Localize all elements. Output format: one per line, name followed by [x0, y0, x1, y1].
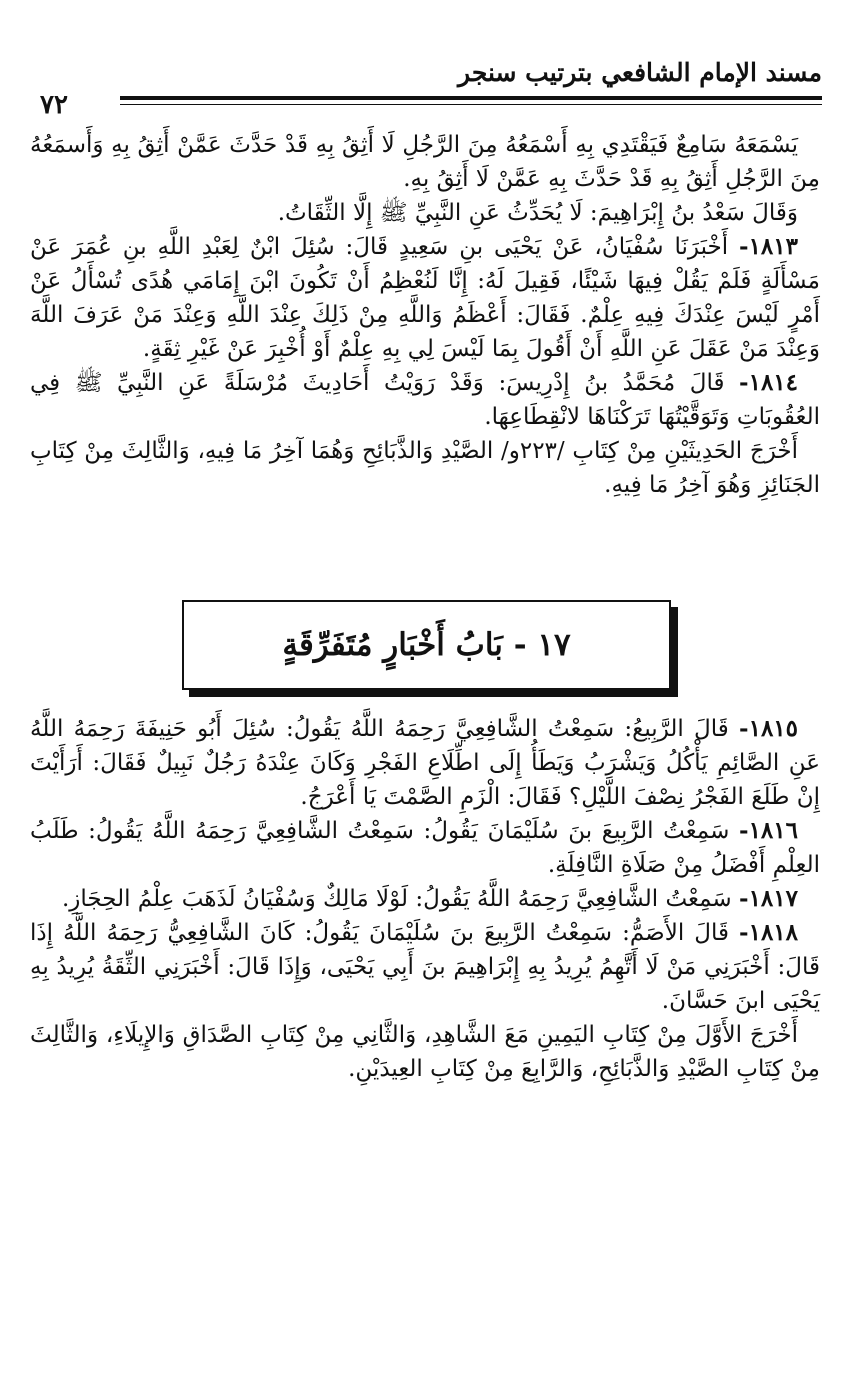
- header-rule-thick: [120, 96, 822, 100]
- paragraph-text: يَسْمَعَهُ سَامِعٌ فَيَقْتَدِي بِهِ أَسْمَعُهُ مِنَ الرَّجُلِ لَا أَثِقُ بِهِ قَدْ حَدَّثَ عَمَّنْ أَثِقُ بِهِ وَأَسمَعُهُ مِنَ الرَّجُلِ أَثِقُ بِهِ قَدْ حَدَّثَ بِهِ عَمَّنْ لَا أَثِقُ بِهِ.: [30, 132, 820, 192]
- paragraph: [30, 434, 820, 502]
- paragraph-text: أَخْرَجَ الحَدِيثَيْنِ مِنْ كِتَابِ /٢٢٣و/ الصَّيْدِ وَالذَّبَائِحِ وَهُمَا آخِرُ مَا فِيهِ، وَالثَّالِثَ مِنْ كِتَابِ الجَنَائِزِ وَهُوَ آخِرُ مَا فِيهِ.: [30, 438, 820, 498]
- paragraph-text: قَالَ الأَصَمُّ: سَمِعْتُ الرَّبِيعَ بنَ سُلَيْمَانَ يَقُولُ: كَانَ الشَّافِعِيُّ رَحِمَهُ اللَّهُ إِذَا قَالَ: أَخْبَرَنِي مَنْ لَا أَتَّهِمُ يُرِيدُ بِهِ إِبْرَاهِيمَ بنَ أَبِي يَحْيَى، وَإِذَا قَالَ: أَخْبَرَنِي الثِّقَةُ يُرِيدُ بِهِ يَحْيَى ابنَ حَسَّانَ.: [30, 920, 820, 1014]
- hadith-number: ١٨١٣-: [739, 233, 798, 260]
- paragraph: [30, 128, 820, 196]
- paragraph-text: سَمِعْتُ الرَّبِيعَ بنَ سُلَيْمَانَ يَقُولُ: سَمِعْتُ الشَّافِعِيَّ رَحِمَهُ اللَّهُ يَقُولُ: طَلَبُ العِلْمِ أَفْضَلُ مِنْ صَلَاةِ النَّافِلَةِ.: [30, 818, 820, 878]
- paragraph-text: سَمِعْتُ الشَّافِعِيَّ رَحِمَهُ اللَّهُ يَقُولُ: لَوْلَا مَالِكٌ وَسُفْيَانُ لَذَهَبَ عِلْمُ الحِجَازِ.: [61, 886, 732, 912]
- paragraph: [30, 814, 820, 882]
- hadith-number: ١٨١٤-: [739, 369, 799, 396]
- chapter-title: ١٧ - بَابُ أَخْبَارٍ مُتَفَرِّقَةٍ: [282, 627, 571, 663]
- hadith-number: ١٨١٦-: [739, 817, 798, 844]
- text-block-before-chapter: [30, 128, 820, 502]
- paragraph-text: قَالَ مُحَمَّدُ بنُ إِدْرِيسَ: وَقَدْ رَوَيْتُ أَحَادِيثَ مُرْسَلَةً عَنِ النَّبِيِّ ﷺ فِي العُقُوبَاتِ وَتَوَقَّيْتُهَا تَرَكْنَاهَا لانْقِطَاعِهَا.: [30, 370, 820, 430]
- paragraph-text: قَالَ الرَّبِيعُ: سَمِعْتُ الشَّافِعِيَّ رَحِمَهُ اللَّهُ يَقُولُ: سُئِلَ أَبُو حَنِيفَةَ رَحِمَهُ اللَّهُ عَنِ الصَّائِمِ يَأْكُلُ وَيَشْرَبُ وَيَطَأُ إِلَى اطِّلَاعِ الفَجْرِ وَكَانَ عِنْدَهُ رَجُلٌ نَبِيلٌ فَقَالَ: أَرَأَيْتَ إِنْ طَلَعَ الفَجْرُ نِصْفَ اللَّيْلِ؟ فَقَالَ: الْزَمِ الصَّمْتَ يَا أَعْرَجُ.: [30, 716, 820, 810]
- paragraph: [30, 916, 820, 1018]
- paragraph: [30, 196, 820, 230]
- paragraph: [30, 366, 820, 434]
- hadith-number: ١٨١٨-: [739, 919, 799, 946]
- paragraph-text: أَخْبَرَنَا سُفْيَانُ، عَنْ يَحْيَى بنِ سَعِيدٍ قَالَ: سُئِلَ ابْنٌ لِعَبْدِ اللَّهِ بنِ عُمَرَ عَنْ مَسْأَلَةٍ فَلَمْ يَقُلْ فِيهَا شَيْئًا، فَقِيلَ لَهُ: إِنَّا لَنُعْظِمُ أَنْ تَكُونَ ابْنَ إِمَامَي هُدًى تُسْأَلُ عَنْ أَمْرٍ لَيْسَ عِنْدَكَ فِيهِ عِلْمٌ. فَقَالَ: أَعْظَمُ وَاللَّهِ مِنْ ذَلِكَ عِنْدَ اللَّهِ وَعِنْدَ مَنْ عَرَفَ اللَّهَ وَعِنْدَ مَنْ عَقَلَ عَنِ اللَّهِ أَنْ أَقُولَ بِمَا لَيْسَ لِي بِهِ عِلْمٌ أَوْ أُخْبِرَ عَنْ غَيْرِ ثِقَةٍ.: [30, 234, 820, 362]
- paragraph: [30, 882, 820, 916]
- page-number: ٧٢: [40, 90, 68, 120]
- hadith-number: ١٨١٥-: [739, 715, 799, 742]
- paragraph-text: وَقَالَ سَعْدُ بنُ إِبْرَاهِيمَ: لَا يُحَدِّثُ عَنِ النَّبِيِّ ﷺ إِلَّا الثِّقَاتُ.: [277, 200, 798, 226]
- paragraph: [30, 712, 820, 814]
- running-title: مسند الإمام الشافعي بترتيب سنجر: [458, 58, 822, 87]
- hadith-number: ١٨١٧-: [739, 885, 798, 912]
- paragraph-text: أَخْرَجَ الأَوَّلَ مِنْ كِتَابِ اليَمِينِ مَعَ الشَّاهِدِ، وَالثَّانِي مِنْ كِتَابِ الصَّدَاقِ وَالإِيلَاءِ، وَالثَّالِثَ مِنْ كِتَابِ الصَّيْدِ وَالذَّبَائِحِ، وَالرَّابِعَ مِنْ كِتَابِ العِيدَيْنِ.: [30, 1022, 820, 1082]
- text-block-after-chapter: [30, 712, 820, 1086]
- paragraph: [30, 230, 820, 366]
- chapter-heading-box: [182, 600, 671, 690]
- paragraph: [30, 1018, 820, 1086]
- header-rule-thin: [120, 104, 822, 105]
